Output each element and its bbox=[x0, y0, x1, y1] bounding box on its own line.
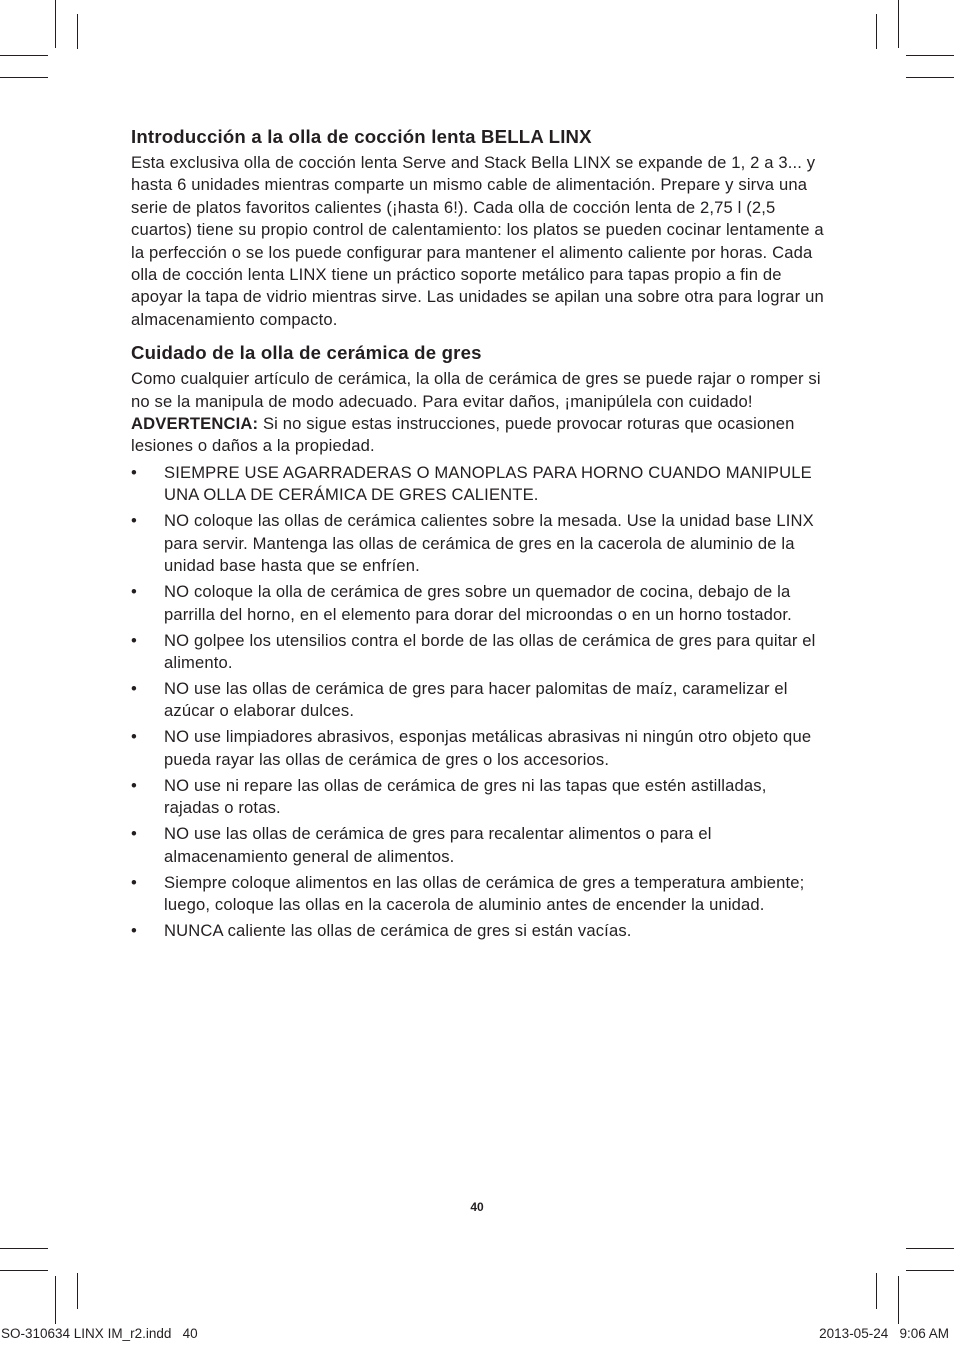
crop-mark-bottom-right-h bbox=[906, 1248, 954, 1249]
bullet-dot-icon: • bbox=[131, 775, 137, 795]
bullet-item bbox=[131, 872, 826, 917]
crop-mark-top-right-h2 bbox=[906, 77, 954, 78]
bullet-item bbox=[131, 678, 826, 723]
bullet-item bbox=[131, 920, 826, 942]
bullet-text: NUNCA caliente las ollas de cerámica de gres si están vacías. bbox=[164, 920, 632, 940]
bullet-dot-icon: • bbox=[131, 511, 137, 531]
bullet-item bbox=[131, 462, 826, 507]
bullet-item bbox=[131, 581, 826, 626]
crop-mark-top-left-h bbox=[0, 55, 48, 56]
crop-mark-bottom-right-v bbox=[898, 1276, 899, 1324]
page-content bbox=[131, 125, 826, 946]
bullet-text: NO use las ollas de cerámica de gres para hacer palomitas de maíz, caramelizar el azúcar o elaborar dulces. bbox=[164, 678, 788, 721]
crop-mark-top-left-h2 bbox=[0, 77, 48, 78]
bullet-dot-icon: • bbox=[131, 678, 137, 698]
crop-mark-bottom-right-v2 bbox=[876, 1273, 877, 1309]
crop-mark-bottom-left-v2 bbox=[77, 1273, 78, 1309]
bullet-text: NO golpee los utensilios contra el borde de las ollas de cerámica de gres para quitar el alimento. bbox=[164, 630, 816, 672]
bullet-dot-icon: • bbox=[131, 582, 137, 602]
bullet-dot-icon: • bbox=[131, 920, 137, 940]
crop-mark-top-right-h bbox=[906, 55, 954, 56]
warning-paragraph bbox=[131, 413, 826, 458]
crop-mark-bottom-left-h2 bbox=[0, 1270, 48, 1271]
crop-mark-top-right-v bbox=[898, 0, 899, 48]
warning-label: ADVERTENCIA: bbox=[131, 414, 259, 434]
crop-mark-bottom-left-h bbox=[0, 1248, 48, 1249]
bullet-item bbox=[131, 510, 826, 577]
bullet-text: NO coloque la olla de cerámica de gres sobre un quemador de cocina, debajo de la parrilla del horno, en el elemento para dorar del microondas o en un horno tostador. bbox=[164, 582, 792, 624]
bullet-text: Siempre coloque alimentos en las ollas de cerámica de gres a temperatura ambiente; luego, coloque las ollas en la cacerola de aluminio antes de encender la unidad. bbox=[164, 872, 805, 914]
bullet-dot-icon: • bbox=[131, 824, 137, 844]
bullet-dot-icon: • bbox=[131, 462, 137, 482]
print-slug-date: 2013-05-24 9:06 AM bbox=[819, 1326, 949, 1341]
bullet-dot-icon: • bbox=[131, 630, 137, 650]
bullet-item bbox=[131, 726, 826, 771]
section-care-heading: Cuidado de la olla de cerámica de gres bbox=[131, 342, 482, 364]
bullet-item bbox=[131, 630, 826, 675]
crop-mark-bottom-left-v bbox=[55, 1276, 56, 1324]
crop-mark-top-left-v2 bbox=[77, 14, 78, 49]
warning-text: Si no sigue estas instrucciones, puede provocar roturas que ocasionen lesiones o daños a la propiedad. bbox=[131, 414, 795, 456]
print-slug-file: SO-310634 LINX IM_r2.indd 40 bbox=[1, 1326, 198, 1341]
bullet-item bbox=[131, 775, 826, 820]
section-care-intro: Como cualquier artículo de cerámica, la olla de cerámica de gres se puede rajar o romper si no se la manipula de modo adecuado. Para evitar daños, ¡manipúlela con cuidado! bbox=[131, 369, 821, 411]
bullet-dot-icon: • bbox=[131, 872, 137, 892]
section-intro-heading: Introducción a la olla de cocción lenta BELLA LINX bbox=[131, 126, 592, 147]
bullet-text: NO coloque las ollas de cerámica calientes sobre la mesada. Use la unidad base LINX para servir. Mantenga las ollas de cerámica de gres en la cacerola de aluminio de la unidad base hasta que se enfríen. bbox=[164, 511, 814, 576]
section-intro-body: Esta exclusiva olla de cocción lenta Serve and Stack Bella LINX se expande de 1, 2 a 3... y hasta 6 unidades mientras comparte un mismo cable de alimentación. Prepare y sirva una serie de platos favoritos calientes (¡hasta 6!). Cada olla de cocción lenta de 2,75 l (2,5 cuartos) tiene su propio control de calentamiento: los platos se pueden cocinar lentamente a la perfección o se los puede configurar para mantener el alimento caliente por horas. Cada olla de cocción lenta LINX tiene un práctico soporte metálico para tapas propio a fin de apoyar la tapa de vidrio mientras sirve. Las unidades se apilan una sobre otra para lograr un almacenamiento compacto. bbox=[131, 153, 824, 329]
bullet-text: SIEMPRE USE AGARRADERAS O MANOPLAS PARA HORNO CUANDO MANIPULE UNA OLLA DE CERÁMICA DE GRES CALIENTE. bbox=[164, 462, 812, 505]
bullet-text: NO use ni repare las ollas de cerámica de gres ni las tapas que estén astilladas, rajadas o rotas. bbox=[164, 775, 767, 818]
page-number: 40 bbox=[470, 1200, 484, 1214]
bullet-dot-icon: • bbox=[131, 727, 137, 747]
crop-mark-top-left-v bbox=[55, 0, 56, 48]
bullet-text: NO use limpiadores abrasivos, esponjas metálicas abrasivas ni ningún otro objeto que pueda rayar las ollas de cerámica de gres o los accesorios. bbox=[164, 727, 812, 769]
bullet-text: NO use las ollas de cerámica de gres para recalentar alimentos o para el almacenamiento general de alimentos. bbox=[164, 824, 712, 866]
crop-mark-top-right-v2 bbox=[876, 14, 877, 49]
crop-mark-bottom-right-h2 bbox=[906, 1270, 954, 1271]
bullet-item bbox=[131, 823, 826, 868]
care-bullet-list bbox=[131, 462, 826, 942]
